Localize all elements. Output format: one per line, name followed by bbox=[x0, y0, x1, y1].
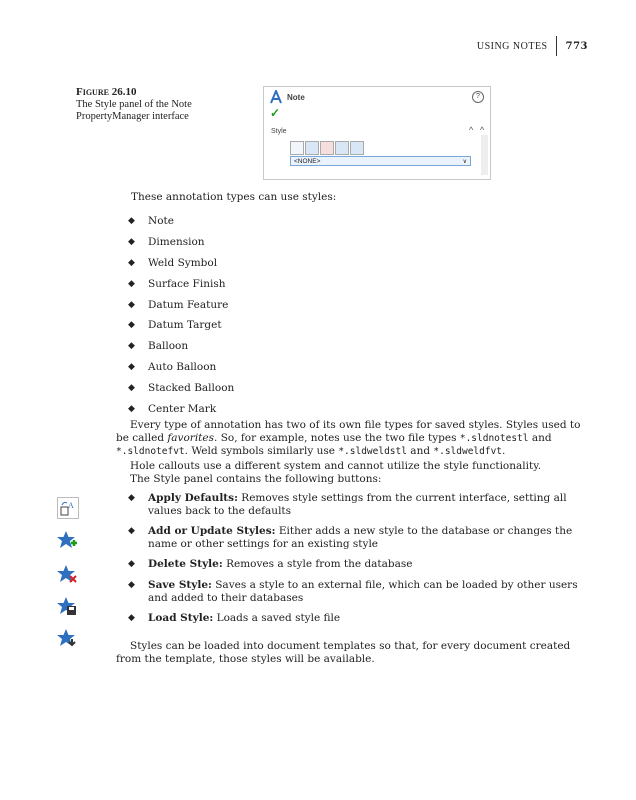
list-item bbox=[128, 579, 580, 612]
note-propertymanager-figure bbox=[263, 86, 491, 180]
bullet-icon: ◆ bbox=[128, 216, 135, 227]
bullet-icon: ◆ bbox=[128, 580, 135, 590]
save-style-button[interactable] bbox=[335, 141, 349, 155]
emphasis-favorites: favorites bbox=[167, 432, 215, 444]
bullet-icon: ◆ bbox=[128, 559, 135, 569]
panel-title-row bbox=[269, 90, 305, 104]
running-header bbox=[477, 36, 588, 56]
button-description: Either adds a new style to the database or changes the name or other settings for an existing style bbox=[148, 525, 573, 550]
list-item-text: Note bbox=[148, 215, 174, 228]
bullet-icon: ◆ bbox=[128, 526, 135, 536]
figure-caption bbox=[76, 86, 206, 124]
help-icon[interactable]: ? bbox=[472, 91, 484, 103]
intro-paragraph: These annotation types can use styles: bbox=[131, 191, 337, 203]
header-divider bbox=[556, 36, 557, 56]
page-number: 773 bbox=[565, 40, 588, 52]
chevron-down-icon[interactable]: ∨ bbox=[462, 159, 467, 165]
list-item bbox=[128, 558, 580, 579]
svg-text:A: A bbox=[68, 501, 74, 510]
bullet-icon: ◆ bbox=[128, 403, 135, 414]
list-item bbox=[128, 357, 234, 378]
bullet-icon: ◆ bbox=[128, 257, 135, 268]
load-style-icon bbox=[57, 628, 77, 648]
load-style-button[interactable] bbox=[350, 141, 364, 155]
bullet-icon: ◆ bbox=[128, 299, 135, 310]
style-select[interactable] bbox=[290, 156, 471, 166]
text-run: and bbox=[528, 432, 552, 444]
text-run: Every type of annotation has two of its own file types for saved styles. Styles used to be called bbox=[116, 419, 581, 444]
text-run: . Weld symbols similarly use bbox=[184, 445, 339, 457]
ok-check-icon[interactable]: ✓ bbox=[270, 106, 281, 120]
button-description: Removes style settings from the current interface, setting all values back to the defaults bbox=[148, 492, 567, 517]
button-name: Delete Style: bbox=[148, 558, 223, 570]
list-item-text: Datum Target bbox=[148, 319, 222, 332]
list-item-text: Surface Finish bbox=[148, 277, 226, 290]
list-item bbox=[128, 336, 234, 357]
add-update-style-button[interactable] bbox=[305, 141, 319, 155]
style-button-row bbox=[290, 141, 364, 155]
bullet-icon: ◆ bbox=[128, 341, 135, 352]
list-item-text: Datum Feature bbox=[148, 298, 229, 311]
panel-title: Note bbox=[287, 92, 305, 102]
note-icon bbox=[269, 90, 283, 104]
figure-caption-text: The Style panel of the Note PropertyManager interface bbox=[76, 98, 192, 122]
list-item-text: Weld Symbol bbox=[148, 256, 218, 269]
style-select-value: <NONE> bbox=[294, 158, 321, 165]
scroll-up-icon[interactable]: ^ bbox=[480, 125, 485, 135]
list-item-text: Balloon bbox=[148, 340, 189, 353]
style-panel-buttons-intro: The Style panel contains the following buttons: bbox=[130, 473, 382, 485]
bullet-icon: ◆ bbox=[128, 493, 135, 503]
button-name: Add or Update Styles: bbox=[148, 525, 276, 537]
list-item-text: Stacked Balloon bbox=[148, 381, 235, 394]
code-sldnotestl: *.sldnotestl bbox=[459, 433, 529, 444]
templates-paragraph: Styles can be loaded into document templates so that, for every document created from the template, those styles will be available. bbox=[116, 640, 571, 665]
hole-callouts-paragraph: Hole callouts use a different system and cannot utilize the style functionality. bbox=[130, 460, 542, 472]
button-description: Saves a style to an external file, which can be loaded by other users and added to their databases bbox=[148, 579, 578, 604]
button-name: Load Style: bbox=[148, 612, 214, 624]
list-item bbox=[128, 211, 234, 232]
list-item-text: Center Mark bbox=[148, 402, 217, 415]
apply-defaults-icon bbox=[57, 497, 79, 519]
style-section-label: Style bbox=[271, 128, 287, 135]
list-item bbox=[128, 232, 234, 253]
list-item bbox=[128, 492, 580, 525]
list-item bbox=[128, 273, 234, 294]
button-name: Apply Defaults: bbox=[148, 492, 238, 504]
list-item bbox=[128, 398, 234, 419]
list-item-text: Dimension bbox=[148, 236, 205, 249]
add-style-icon bbox=[57, 530, 77, 550]
bullet-icon: ◆ bbox=[128, 320, 135, 331]
delete-style-icon bbox=[57, 564, 77, 584]
list-item bbox=[128, 377, 234, 398]
apply-defaults-button[interactable] bbox=[290, 141, 304, 155]
list-item bbox=[128, 294, 234, 315]
list-item bbox=[128, 315, 234, 336]
list-item bbox=[128, 612, 580, 632]
bullet-icon: ◆ bbox=[128, 382, 135, 393]
annotation-type-list bbox=[128, 211, 234, 419]
list-item-text: Auto Balloon bbox=[148, 360, 217, 373]
style-buttons-list bbox=[128, 492, 580, 632]
text-run: . bbox=[502, 445, 506, 457]
bullet-icon: ◆ bbox=[128, 237, 135, 248]
code-sldnotefvt: *.sldnotefvt bbox=[116, 446, 185, 457]
text-run: . So, for example, notes use the two file types bbox=[214, 432, 460, 444]
button-description: Removes a style from the database bbox=[222, 558, 413, 570]
bullet-icon: ◆ bbox=[128, 278, 135, 289]
file-types-paragraph bbox=[116, 419, 586, 458]
bullet-icon: ◆ bbox=[128, 361, 135, 372]
button-name: Save Style: bbox=[148, 579, 212, 591]
collapse-chevron-icon[interactable]: ^ bbox=[469, 125, 474, 135]
code-sldweldfvt: *.sldweldfvt bbox=[433, 446, 503, 457]
panel-scrollbar[interactable] bbox=[481, 135, 488, 175]
list-item bbox=[128, 525, 580, 558]
save-style-icon bbox=[57, 596, 77, 616]
code-sldweldstl: *.sldweldstl bbox=[338, 446, 407, 457]
list-item bbox=[128, 253, 234, 274]
figure-label: Figure 26.10 bbox=[76, 86, 137, 98]
bullet-icon: ◆ bbox=[128, 613, 135, 623]
text-run: and bbox=[406, 445, 434, 457]
delete-style-button[interactable] bbox=[320, 141, 334, 155]
button-description: Loads a saved style file bbox=[213, 612, 341, 624]
section-title: USING NOTES bbox=[476, 40, 548, 52]
